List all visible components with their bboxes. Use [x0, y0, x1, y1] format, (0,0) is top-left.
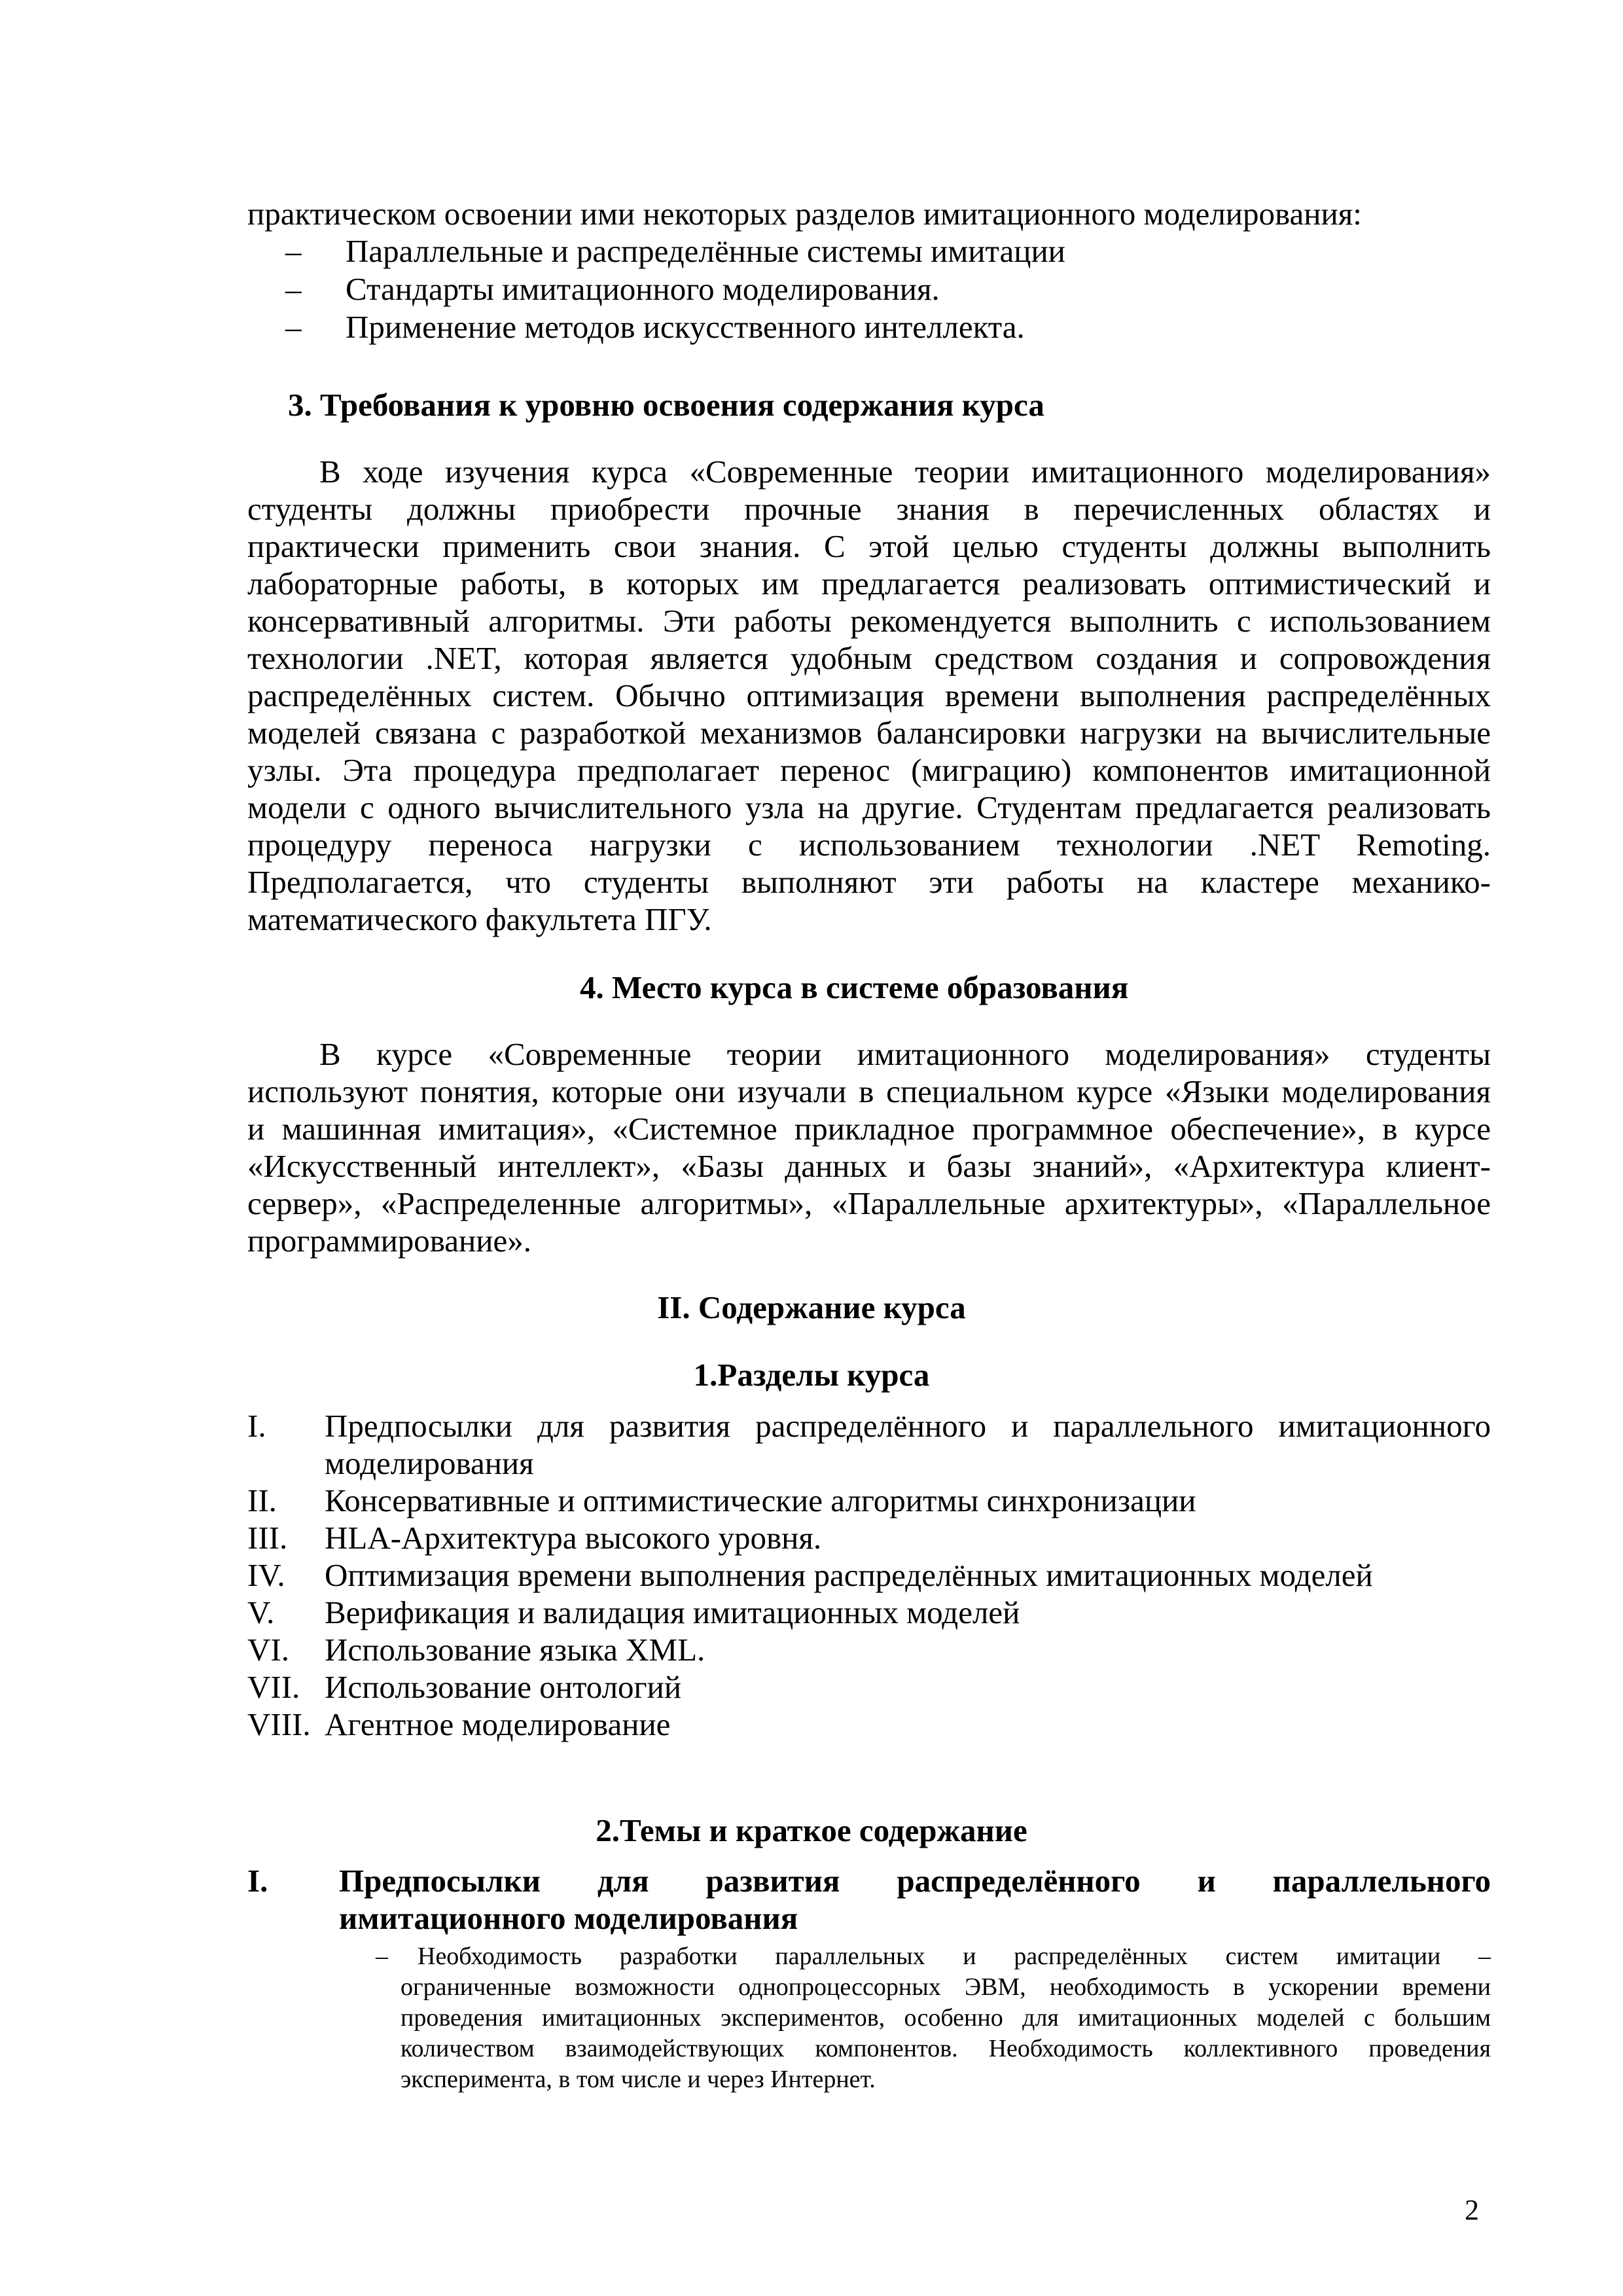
- topic-number: I.: [247, 1863, 268, 1899]
- paragraph-line: и машинная имитация», «Системное прикладное программное обеспечение», в курсе: [247, 1111, 1491, 1147]
- paragraph-line: процедуру переноса нагрузки с использованием технологии .NET Remoting.: [247, 827, 1491, 863]
- bullet-line: проведения имитационных экспериментов, особенно для имитационных моделей с большим: [401, 2004, 1491, 2032]
- bullet-line: ограниченные возможности однопроцессорных ЭВМ, необходимость в ускорении времени: [401, 1973, 1491, 2001]
- paragraph-line: В ходе изучения курса «Современные теории имитационного моделирования»: [319, 454, 1491, 490]
- list-text: Использование языка XML.: [325, 1632, 705, 1668]
- bullet-text: Стандарты имитационного моделирования.: [346, 271, 940, 307]
- list-text: Консервативные и оптимистические алгоритмы синхронизации: [325, 1482, 1196, 1518]
- paragraph-line: модели с одного вычислительного узла на другие. Студентам предлагается реализовать: [247, 789, 1491, 825]
- list-text: моделирования: [325, 1445, 534, 1481]
- paragraph-line: «Искусственный интеллект», «Базы данных и базы знаний», «Архитектура клиент-: [247, 1148, 1491, 1184]
- list-number: VIII.: [247, 1706, 311, 1742]
- list-text: Агентное моделирование: [325, 1706, 671, 1742]
- list-number: II.: [247, 1482, 277, 1518]
- bullet-text: Параллельные и распределённые системы имитации: [346, 233, 1065, 269]
- list-number: I.: [247, 1408, 266, 1444]
- paragraph-line: консервативный алгоритмы. Эти работы рекомендуется выполнить с использованием: [247, 603, 1491, 639]
- page-number: 2: [1465, 2194, 1479, 2226]
- section-4-heading: 4. Место курса в системе образования: [580, 969, 1129, 1005]
- bullet-line: Необходимость разработки параллельных и распределённых систем имитации –: [418, 1943, 1491, 1970]
- list-text: Использование онтологий: [325, 1669, 682, 1705]
- dash-marker: –: [376, 1943, 388, 1970]
- list-number: VI.: [247, 1632, 289, 1668]
- paragraph-line: математического факультета ПГУ.: [247, 901, 712, 937]
- bullet-text: Применение методов искусственного интеллекта.: [346, 309, 1025, 345]
- paragraph-line: технологии .NET, которая является удобным средством создания и сопровождения: [247, 640, 1491, 676]
- dash-marker: –: [285, 271, 302, 307]
- topic-title-line: Предпосылки для развития распределённого и параллельного: [339, 1863, 1491, 1899]
- list-number: IV.: [247, 1557, 285, 1593]
- dash-marker: –: [285, 309, 302, 345]
- paragraph-line: студенты должны приобрести прочные знания в перечисленных областях и: [247, 491, 1491, 527]
- list-text: Оптимизация времени выполнения распределённых имитационных моделей: [325, 1557, 1373, 1593]
- paragraph-line: распределённых систем. Обычно оптимизация времени выполнения распределённых: [247, 677, 1491, 713]
- list-number: VII.: [247, 1669, 300, 1705]
- paragraph-line: узлы. Эта процедура предполагает перенос (миграцию) компонентов имитационной: [247, 752, 1491, 788]
- bullet-line: эксперимента, в том числе и через Интернет.: [401, 2066, 876, 2093]
- list-number: III.: [247, 1520, 288, 1556]
- paragraph-line: Предполагается, что студенты выполняют эти работы на кластере механико-: [247, 864, 1491, 900]
- topic-title-line: имитационного моделирования: [339, 1900, 798, 1936]
- topics-heading: 2.Темы и краткое содержание: [596, 1812, 1027, 1848]
- part-2-heading: II. Содержание курса: [657, 1289, 966, 1325]
- paragraph-line: программирование».: [247, 1223, 531, 1259]
- list-text: Предпосылки для развития распределённого и параллельного имитационного: [325, 1408, 1491, 1444]
- section-3-heading: 3. Требования к уровню освоения содержания курса: [288, 387, 1044, 423]
- paragraph-line: практически применить свои знания. С этой целью студенты должны выполнить: [247, 528, 1491, 564]
- paragraph-line: моделей связана с разработкой механизмов балансировки нагрузки на вычислительные: [247, 715, 1491, 751]
- list-text: Верификация и валидация имитационных моделей: [325, 1594, 1020, 1630]
- list-text: HLA-Архитектура высокого уровня.: [325, 1520, 822, 1556]
- list-number: V.: [247, 1594, 275, 1630]
- paragraph-line: сервер», «Распределенные алгоритмы», «Параллельные архитектуры», «Параллельное: [247, 1185, 1491, 1221]
- paragraph-line: В курсе «Современные теории имитационного моделирования» студенты: [319, 1036, 1491, 1072]
- bullet-line: количеством взаимодействующих компонентов. Необходимость коллективного проведения: [401, 2035, 1491, 2062]
- paragraph-line: используют понятия, которые они изучали в специальном курсе «Языки моделирования: [247, 1073, 1491, 1109]
- dash-marker: –: [285, 233, 302, 269]
- paragraph-line: лабораторные работы, в которых им предлагается реализовать оптимистический и: [247, 565, 1491, 601]
- sections-heading: 1.Разделы курса: [693, 1357, 930, 1393]
- intro-line: практическом освоении ими некоторых разделов имитационного моделирования:: [247, 196, 1362, 232]
